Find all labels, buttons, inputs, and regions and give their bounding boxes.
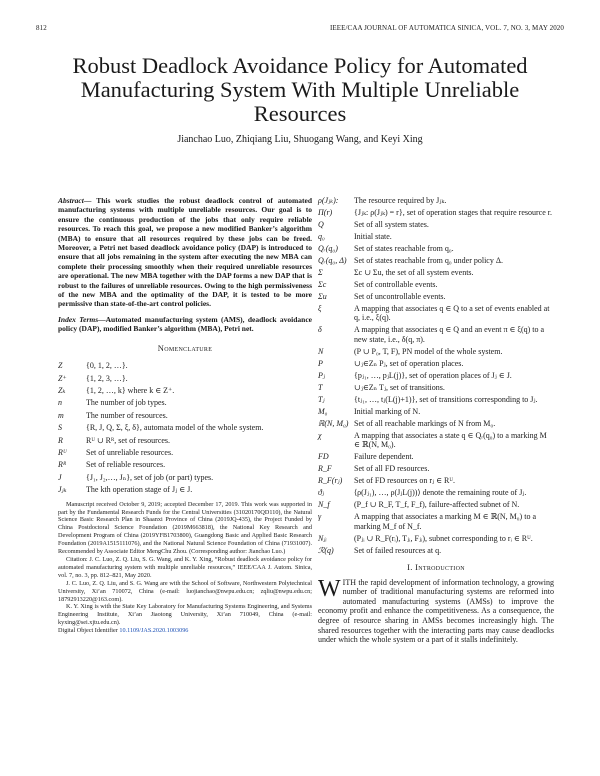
nomenclature-definition: Set of reliable resources.	[86, 460, 166, 470]
nomenclature-row	[318, 292, 554, 301]
nomenclature-definition: Initial state.	[354, 232, 392, 241]
doi-link[interactable]: 10.1109/JAS.2020.1003096	[119, 627, 189, 635]
index-terms-text: —Automated manufacturing system (AMS), deadlock avoidance policy (DAP), modified Banker’s algorithm (MBA), Petri net.	[58, 314, 313, 334]
nomenclature-definition: The kth operation stage of Jⱼ ∈ J.	[86, 485, 193, 495]
footnote-doi	[58, 627, 312, 635]
footnote-citation: Citation: J. C. Luo, Z. Q. Liu, S. G. Wang, and K. Y. Xing, “Robust deadlock avoidance policy for automated manufacturing system with multiple unreliable resources,” IEEE/CAA J. Autom. Sinica, vol. 7, no. 3, pp. 812–821, May 2020.	[58, 556, 312, 579]
nomenclature-definition: (P_f ∪ R_F, T_f, F_f), failure-affected subnet of N.	[354, 500, 520, 510]
footnote-received: Manuscript received October 9, 2019; accepted December 17, 2019. This work was supported in part by the Fundamental Research Funds for the Central Universities (31020170QD110), the Natural Science Basic Research Plan in Shaanxi Province of China (2019JQ-435), the Project Funded by China Postdoctoral Science Foundation (2019M663818), the National Key Research and Development Program of China (2019YFB1703800), Guangdong Basic and Applied Basic Research Foundation (2019A1515111076), and the National Natural Science Foundation of China (71931007). Recommended by Associate Editor MengChu Zhou. (Corresponding author: Jianchao Luo.)	[58, 500, 312, 556]
nomenclature-definition: {R, J, Q, Σ, ξ, δ}, automata model of the whole system.	[86, 423, 264, 433]
nomenclature-definition: {J₁, J₂,…, Jₙ}, set of job (or part) types.	[86, 472, 214, 482]
nomenclature-definition: Set of controllable events.	[354, 280, 438, 289]
nomenclature-symbol: Jⱼₖ	[58, 485, 67, 495]
nomenclature-row	[318, 304, 554, 323]
nomenclature-row	[318, 280, 554, 289]
nomenclature-row	[318, 244, 554, 253]
introduction-paragraph	[318, 575, 554, 645]
nomenclature-definition: Set of uncontrollable events.	[354, 292, 446, 301]
nomenclature-row	[318, 534, 554, 543]
nomenclature-row	[318, 220, 554, 229]
index-terms	[58, 315, 312, 334]
nomenclature-symbol: ℛ(q)	[318, 545, 334, 555]
nomenclature-definition: Failure dependent.	[354, 452, 414, 462]
nomenclature-symbol: Rᴿ	[58, 460, 67, 470]
nomenclature-symbol: m	[58, 410, 64, 420]
footnote-affiliation-2: K. Y. Xing is with the State Key Laboratory for Manufacturing Systems Engineering, and Systems Engineering Institute, Xi’an Jiaotong University, Xi’an 710049, China (e-mail: kyxing@sei.xjtu.edu.cn).	[58, 603, 312, 627]
journal-name: IEEE/CAA JOURNAL OF AUTOMATICA SINICA, VOL. 7, NO. 3, MAY 2020	[329, 24, 564, 32]
section-heading-introduction: I. Introduction	[407, 562, 465, 573]
nomenclature-row	[318, 431, 554, 450]
nomenclature-row	[58, 361, 312, 370]
nomenclature-definition: {0, 1, 2, …}.	[86, 361, 128, 371]
nomenclature-row	[58, 386, 312, 395]
nomenclature-row	[318, 347, 554, 356]
nomenclature-symbol: Rᵁ	[58, 448, 67, 458]
nomenclature-symbol: Z⁺	[58, 373, 67, 383]
nomenclature-definition: {1, 2, 3, …}.	[86, 373, 128, 383]
nomenclature-symbol: Qᵣ(q₀, Δ)	[318, 256, 347, 265]
nomenclature-row	[318, 419, 554, 428]
nomenclature-symbol: T	[318, 382, 323, 392]
nomenclature-symbol: Q	[318, 220, 324, 229]
nomenclature-definition: A mapping that associates a marking M ∈ ℝ(N, M₀) to a marking M_f of N_f.	[354, 512, 536, 531]
nomenclature-symbol: n	[58, 398, 62, 408]
nomenclature-symbol: Π(r)	[318, 208, 333, 217]
nomenclature-definition: ∪ⱼ∈Zₙ Tⱼ, set of transitions.	[354, 382, 445, 392]
nomenclature-definition: Rᵁ ∪ Rᴿ, set of resources.	[86, 435, 171, 445]
nomenclature-row	[58, 423, 312, 432]
nomenclature-definition: (P ∪ P₀, T, F), PN model of the whole system.	[354, 346, 503, 356]
nomenclature-symbol: Qᵣ(q₀)	[318, 244, 338, 253]
nomenclature-definition: Σc ∪ Σu, the set of all system events.	[354, 268, 474, 277]
nomenclature-row	[318, 395, 554, 404]
nomenclature-row	[58, 374, 312, 383]
nomenclature-row	[318, 325, 554, 344]
nomenclature-row	[318, 546, 554, 555]
nomenclature-symbol: R_F(rⱼ)	[318, 476, 343, 486]
nomenclature-definition: The number of job types.	[86, 398, 167, 408]
nomenclature-definition: Set of unreliable resources.	[86, 448, 174, 458]
nomenclature-definition: (Pⱼᵢ ∪ R_F(rᵢ), Tⱼᵢ, Fⱼᵢ), subnet corresponding to rᵢ ∈ Rᵁ.	[354, 533, 533, 543]
nomenclature-symbol: Σu	[318, 292, 327, 301]
nomenclature-row	[318, 464, 554, 473]
nomenclature-symbol: χ	[318, 430, 322, 440]
nomenclature-row	[318, 232, 554, 241]
nomenclature-definition: Set of FD resources on rⱼ ∈ Rᵁ.	[354, 476, 455, 486]
abstract	[58, 196, 312, 309]
nomenclature-row	[318, 476, 554, 485]
nomenclature-heading: Nomenclature	[157, 342, 213, 353]
nomenclature-row	[318, 268, 554, 277]
nomenclature-row	[58, 398, 312, 407]
nomenclature-definition: Set of all system states.	[354, 220, 429, 229]
nomenclature-definition: Set of all reachable markings of N from M₀.	[354, 418, 496, 428]
index-terms-label: Index Terms	[58, 314, 99, 324]
nomenclature-symbol: R_F	[318, 464, 332, 474]
nomenclature-left-list	[58, 361, 312, 494]
nomenclature-row	[318, 196, 554, 205]
page-number: 812	[36, 24, 47, 32]
right-column	[318, 196, 554, 645]
nomenclature-definition: The resource required by Jⱼₖ.	[354, 196, 447, 205]
nomenclature-symbol: Tⱼ	[318, 394, 325, 404]
nomenclature-symbol: N	[318, 346, 324, 356]
nomenclature-row	[318, 359, 554, 368]
nomenclature-symbol: q₀	[318, 232, 325, 241]
nomenclature-definition: ⟨ρ(Jⱼ₁), …, ρ(JⱼL(j))⟩ denote the remaining route of Jⱼ.	[354, 488, 527, 498]
left-column	[58, 196, 312, 635]
nomenclature-definition: Initial marking of N.	[354, 406, 421, 416]
nomenclature-definition: Set of all FD resources.	[354, 464, 430, 474]
nomenclature-definition: {Jⱼₖ: ρ(Jⱼₖ) = r}, set of operation stages that require resource r.	[354, 208, 552, 217]
nomenclature-symbol: S	[58, 423, 62, 433]
nomenclature-row	[318, 452, 554, 461]
abstract-label: Abstract	[58, 196, 84, 205]
nomenclature-symbol: N_f	[318, 500, 330, 510]
nomenclature-symbol: Pⱼ	[318, 370, 325, 380]
nomenclature-row	[318, 407, 554, 416]
footnotes	[58, 501, 312, 635]
nomenclature-row	[318, 256, 554, 265]
nomenclature-symbol: Σc	[318, 280, 327, 289]
abstract-text: — This work studies the robust deadlock control of automated manufacturing systems with multiple unreliable resources. Our goal is to ensure the continuous production of the jobs that only require reliable resources. To reach this goal, we propose a new modified Banker’s algorithm (MBA) to ensure that all resources required by these jobs can be freed. Moreover, a Petri net based deadlock avoidance policy (DAP) is introduced to ensure that all jobs remaining in the system after executing the new MBA can complete their processing smoothly when their required unreliable resources are operational. The new MBA together with the DAP forms a new DAP that is robust to the failures of unreliable resources. Owing to the high permissiveness of the new MBA and the optimality of the DAP, it is tested to be more permissive than state-of-the-art control policies.	[58, 196, 312, 309]
nomenclature-symbol: Z	[58, 361, 63, 371]
nomenclature-symbol: ρ(Jⱼₖ):	[318, 196, 339, 205]
nomenclature-definition: {tⱼ₁, …, tⱼ(L(j)+1)}, set of transitions corresponding to Jⱼ.	[354, 394, 538, 404]
nomenclature-row	[58, 485, 312, 494]
nomenclature-symbol: ϑⱼ	[318, 488, 325, 498]
nomenclature-symbol: Σ	[318, 268, 323, 277]
nomenclature-symbol: M₀	[318, 406, 328, 416]
drop-cap: W	[318, 575, 341, 602]
nomenclature-row	[318, 488, 554, 497]
nomenclature-symbol: ξ	[318, 304, 322, 313]
nomenclature-symbol: FD	[318, 452, 329, 462]
nomenclature-row	[58, 460, 312, 469]
nomenclature-symbol: δ	[318, 325, 322, 335]
nomenclature-symbol: ℝ(N, M₀)	[318, 418, 349, 428]
footnote-affiliation-1: J. C. Luo, Z. Q. Liu, and S. G. Wang are with the School of Software, Northwestern Polytechnical University, Xi’an 710072, China (e-mail: luojianchao@nwpu.edu.cn; zqliu@nwpu.edu.cn; 18792913220@163.com).	[58, 579, 312, 603]
nomenclature-symbol: P	[318, 358, 323, 368]
nomenclature-symbol: R	[58, 435, 63, 445]
nomenclature-symbol: γ	[318, 512, 322, 522]
nomenclature-definition: {pⱼ₁, …, pⱼL(j)}, set of operation places of Jⱼ ∈ J.	[354, 370, 512, 380]
nomenclature-row	[318, 500, 554, 509]
nomenclature-row	[318, 371, 554, 380]
nomenclature-definition: {1, 2, …, k} where k ∈ Z⁺.	[86, 386, 175, 395]
nomenclature-definition: A mapping that associates a state q ∈ Qᵣ(q₀) to a marking M ∈ ℝ(N, M₀).	[354, 430, 547, 450]
nomenclature-definition: ∪ⱼ∈Zₙ Pⱼ, set of operation places.	[354, 358, 464, 368]
nomenclature-row	[318, 383, 554, 392]
nomenclature-symbol: Zₖ	[58, 386, 66, 395]
nomenclature-row	[58, 473, 312, 482]
nomenclature-definition: The number of resources.	[86, 410, 168, 420]
nomenclature-row	[58, 436, 312, 445]
introduction-text: ITH the rapid development of information technology, a growing number of traditional manufacturing systems are reformed into automated manufacturing systems (AMSs) to improve the economy profit and enhance the competitiveness. As a consequence, the degree of resource sharing in AMSs becomes increasingly high. The shared resources together with the interacting parts may cause deadlocks under which the whole system or a part of it stalls indefinitely.	[318, 577, 554, 645]
nomenclature-row	[318, 208, 554, 217]
nomenclature-definition: A mapping that associates q ∈ Q to a set of events enabled at q, i.e., ξ(q).	[354, 304, 550, 323]
nomenclature-definition: Set of failed resources at q.	[354, 545, 442, 555]
nomenclature-row	[58, 411, 312, 420]
doi-label: Digital Object Identifier	[58, 627, 120, 635]
author-list: Jianchao Luo, Zhiqiang Liu, Shuogang Wang, and Keyi Xing	[177, 134, 423, 145]
nomenclature-definition: A mapping that associates q ∈ Q and an event π ∈ ξ(q) to a new state, i.e., δ(q, π).	[354, 325, 545, 344]
paper-title: Robust Deadlock Avoidance Policy for Automated Manufacturing System With Multiple Unreliable Resources	[72, 53, 528, 126]
nomenclature-symbol: Nⱼᵢ	[318, 533, 327, 543]
nomenclature-definition: Set of states reachable from q₀.	[354, 244, 454, 253]
nomenclature-row	[58, 448, 312, 457]
nomenclature-symbol: J	[58, 472, 62, 482]
running-header	[36, 24, 564, 36]
nomenclature-row	[318, 512, 554, 531]
nomenclature-definition: Set of states reachable from q₀ under policy Δ.	[354, 256, 503, 265]
nomenclature-right-list	[318, 196, 554, 555]
